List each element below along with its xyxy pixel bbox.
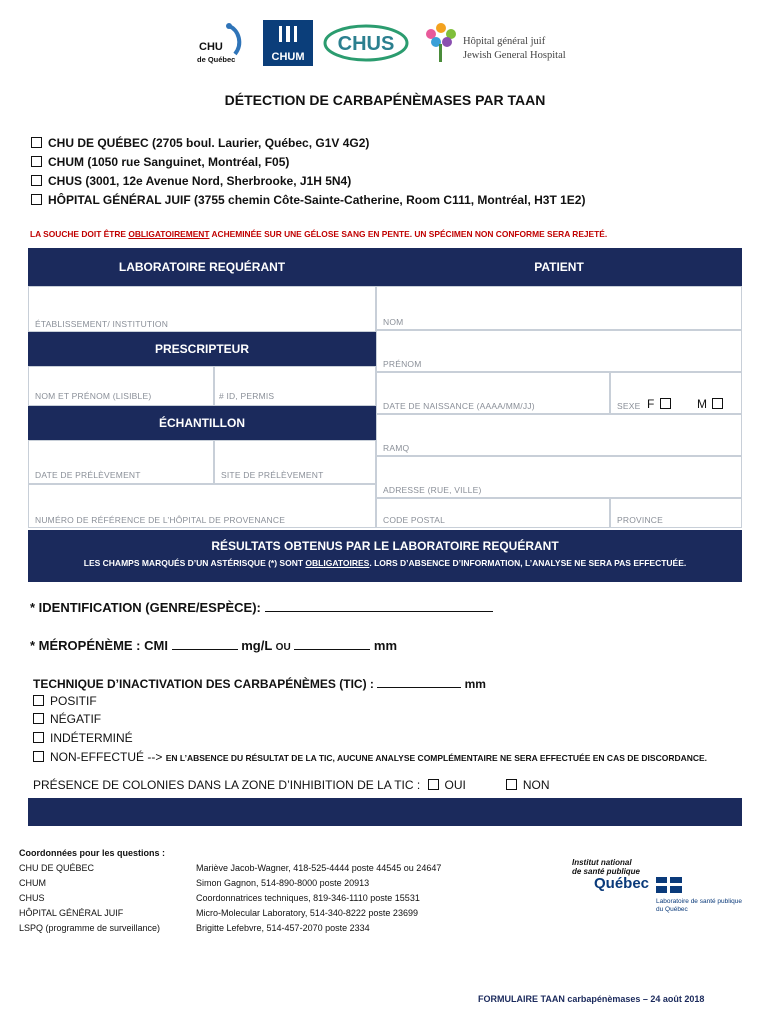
warning-text: LA SOUCHE DOIT ÊTRE — [30, 229, 129, 239]
field-label: DATE DE NAISSANCE (AAAA/MM/JJ) — [383, 401, 535, 411]
field-label: ADRESSE (RUE, VILLE) — [383, 485, 482, 495]
tic-indeterminate-option[interactable] — [33, 731, 133, 745]
checkbox-icon[interactable] — [31, 175, 42, 186]
header-prescriber-label: PRESCRIPTEUR — [154, 342, 249, 356]
prescriber-name-field[interactable] — [28, 366, 214, 406]
contact-place: HÔPITAL GÉNÉRAL JUIF — [19, 908, 124, 918]
or-label: OU — [275, 642, 291, 653]
tic-input[interactable] — [377, 676, 461, 688]
field-label: PRÉNOM — [383, 359, 422, 369]
checkbox-icon[interactable] — [660, 398, 671, 409]
tic-not-done-option[interactable] — [33, 750, 707, 764]
inspq-logo — [572, 858, 742, 918]
contacts-heading: Coordonnées pour les questions : — [19, 848, 166, 858]
contacts-people — [196, 861, 441, 936]
svg-text:CHU: CHU — [199, 41, 223, 53]
postal-code-field[interactable] — [376, 498, 610, 528]
field-label: NUMÉRO DE RÉFÉRENCE DE L’HÔPITAL DE PROVENANCE — [35, 515, 286, 525]
chum-logo — [263, 20, 313, 66]
contact-place: CHU DE QUÉBEC — [19, 863, 95, 873]
inspq-line2: de santé publique — [572, 867, 641, 876]
option-label: NON-EFFECTUÉ --> — [50, 750, 163, 764]
tic-unit: mm — [464, 677, 486, 691]
option-label: POSITIF — [50, 694, 97, 708]
checkbox-icon[interactable] — [33, 713, 44, 724]
field-label: DATE DE PRÉLÈVEMENT — [35, 470, 141, 480]
contact-place: CHUS — [19, 893, 45, 903]
chus-mark — [323, 20, 409, 66]
results-subtitle — [0, 558, 770, 568]
checkbox-icon[interactable] — [33, 695, 44, 706]
sex-field — [610, 372, 742, 414]
ramq-field[interactable] — [376, 414, 742, 456]
site-jgh[interactable] — [31, 193, 585, 207]
colonies-label: PRÉSENCE DE COLONIES DANS LA ZONE D’INHIBITION DE LA TIC : — [33, 778, 421, 792]
address-field[interactable] — [376, 456, 742, 498]
sex-f-label: F — [647, 397, 655, 411]
field-label: NOM ET PRÉNOM (LISIBLE) — [35, 391, 152, 401]
chum-mark-bar — [286, 26, 290, 42]
tic-negative-option[interactable] — [33, 712, 101, 726]
diameter-input[interactable] — [294, 637, 370, 650]
checkbox-icon[interactable] — [31, 194, 42, 205]
field-label: # ID, PERMIS — [219, 391, 275, 401]
form-title: DÉTECTION DE CARBAPÉNÈMASES PAR TAAN — [224, 92, 546, 108]
results-footer-bar — [28, 798, 742, 826]
header-patient — [376, 248, 742, 286]
sex-m-label: M — [697, 397, 707, 411]
flag-cross-h — [656, 883, 682, 886]
site-label: CHU DE QUÉBEC (2705 boul. Laurier, Québec, G1V 4G2) — [48, 136, 370, 150]
results-header — [28, 530, 742, 582]
header-prescriber — [28, 332, 376, 366]
contact-person: Simon Gagnon, 514-890-8000 poste 20913 — [196, 878, 370, 888]
chu-quebec-logo — [195, 20, 255, 66]
meropenem-label: * MÉROPÉNÈME : CMI — [30, 638, 168, 653]
field-label: SITE DE PRÉLÈVEMENT — [221, 470, 324, 480]
jgh-logo — [419, 20, 585, 66]
header-lab-label: LABORATOIRE REQUÉRANT — [118, 260, 286, 274]
field-label: PROVINCE — [617, 515, 663, 525]
yes-label: OUI — [444, 778, 466, 792]
results-sub-text: LES CHAMPS MARQUÉS D’UN ASTÉRISQUE (*) SONT — [83, 558, 306, 568]
site-label: CHUM (1050 rue Sanguinet, Montréal, F05) — [48, 155, 290, 169]
tic-label: TECHNIQUE D’INACTIVATION DES CARBAPÉNÈMES (TIC) : — [33, 677, 374, 691]
dob-field[interactable] — [376, 372, 610, 414]
tic-positive-option[interactable] — [33, 694, 97, 708]
mic-unit: mg/L — [241, 638, 273, 653]
sex-f-option[interactable] — [647, 397, 677, 411]
checkbox-icon[interactable] — [506, 779, 517, 790]
meropenem-row — [30, 637, 397, 653]
checkbox-icon[interactable] — [33, 732, 44, 743]
site-chus[interactable] — [31, 174, 351, 188]
checkbox-icon[interactable] — [428, 779, 439, 790]
chum-label: CHUM — [271, 51, 305, 63]
no-label: NON — [522, 778, 550, 792]
quebec-wordmark: Québec — [594, 875, 650, 892]
form-footer: FORMULAIRE TAAN carbapénèmases – 24 août 2018 — [478, 994, 705, 1004]
colonies-row — [33, 778, 550, 792]
jgh-mark — [419, 20, 585, 66]
checkbox-icon[interactable] — [31, 137, 42, 148]
sample-site-field[interactable] — [214, 440, 376, 484]
lspq-line2: du Québec — [656, 906, 688, 913]
header-patient-label: PATIENT — [534, 260, 584, 274]
checkbox-icon[interactable] — [33, 751, 44, 762]
checkbox-icon[interactable] — [31, 156, 42, 167]
option-label: INDÉTERMINÉ — [50, 731, 133, 745]
sample-date-field[interactable] — [28, 440, 214, 484]
identification-row — [30, 599, 493, 615]
permit-field[interactable] — [214, 366, 376, 406]
results-sub-text: . LORS D’ABSENCE D’INFORMATION, L’ANALYSE NE SERA PAS EFFECTUÉE. — [369, 558, 687, 568]
chu-quebec-mark — [195, 20, 255, 66]
chus-logo — [323, 20, 409, 66]
institution-field[interactable] — [28, 286, 376, 332]
site-chu-quebec[interactable] — [31, 136, 369, 150]
site-label: CHUS (3001, 12e Avenue Nord, Sherbrooke, J1H 5N4) — [48, 174, 352, 188]
results-title: RÉSULTATS OBTENUS PAR LE LABORATOIRE REQUÉRANT — [211, 539, 559, 553]
fleur-de-lis-flag-icon — [656, 877, 682, 893]
logo-bar — [195, 20, 585, 68]
identification-label: * IDENTIFICATION (GENRE/ESPÈCE): — [30, 600, 261, 615]
identification-input[interactable] — [265, 599, 493, 612]
patient-name-field[interactable] — [376, 286, 742, 330]
contact-place: LSPQ (programme de surveillance) — [19, 923, 161, 933]
contact-place: CHUM — [19, 878, 46, 888]
specimen-warning — [30, 229, 607, 239]
checkbox-icon[interactable] — [712, 398, 723, 409]
sex-m-option[interactable] — [697, 397, 729, 411]
header-sample — [28, 406, 376, 440]
contact-person: Brigitte Lefebvre, 514-457-2070 poste 2334 — [196, 923, 370, 933]
svg-text:de Québec: de Québec — [197, 55, 236, 64]
header-sample-label: ÉCHANTILLON — [159, 416, 245, 430]
contact-person: Micro-Molecular Laboratory, 514-340-8222 poste 23699 — [196, 908, 418, 918]
field-label: CODE POSTAL — [383, 515, 446, 525]
contact-person: Mariève Jacob-Wagner, 418-525-4444 poste 44545 ou 24647 — [196, 863, 442, 873]
diameter-unit: mm — [373, 638, 398, 653]
site-chum[interactable] — [31, 155, 289, 169]
lspq-line1: Laboratoire de santé publique — [656, 898, 743, 905]
field-label: SEXE — [617, 401, 641, 411]
site-label: HÔPITAL GÉNÉRAL JUIF (3755 chemin Côte-Sainte-Catherine, Room C111, Montréal, H3T 1E2) — [48, 193, 586, 207]
reference-number-field[interactable] — [28, 484, 376, 528]
mic-input[interactable] — [172, 637, 238, 650]
field-label: NOM — [383, 317, 404, 327]
province-field[interactable] — [610, 498, 742, 528]
contact-person: Coordonnatrices techniques, 819-346-1110 poste 15531 — [196, 893, 420, 903]
field-label: ÉTABLISSEMENT/ INSTITUTION — [35, 319, 169, 329]
tic-row — [33, 676, 486, 691]
field-label: RAMQ — [383, 443, 410, 453]
not-done-note: EN L’ABSENCE DU RÉSULTAT DE LA TIC, AUCUNE ANALYSE COMPLÉMENTAIRE NE SERA EFFECTUÉE EN CAS DE DISCORDANCE. — [165, 753, 708, 763]
warning-emphasis: OBLIGATOIREMENT — [128, 229, 210, 239]
header-lab — [28, 248, 376, 286]
svg-text:Hôpital général juif: Hôpital général juif — [463, 36, 546, 47]
contacts-places — [19, 861, 160, 936]
results-sub-emphasis: OBLIGATOIRES — [305, 558, 370, 568]
patient-firstname-field[interactable] — [376, 330, 742, 372]
svg-text:CHUS: CHUS — [337, 33, 395, 55]
inspq-line1: Institut national — [572, 858, 632, 867]
svg-text:Jewish General Hospital: Jewish General Hospital — [463, 50, 566, 61]
option-label: NÉGATIF — [50, 712, 102, 726]
warning-text: ACHEMINÉE SUR UNE GÉLOSE SANG EN PENTE. UN SPÉCIMEN NON CONFORME SERA REJETÉ. — [209, 229, 608, 239]
